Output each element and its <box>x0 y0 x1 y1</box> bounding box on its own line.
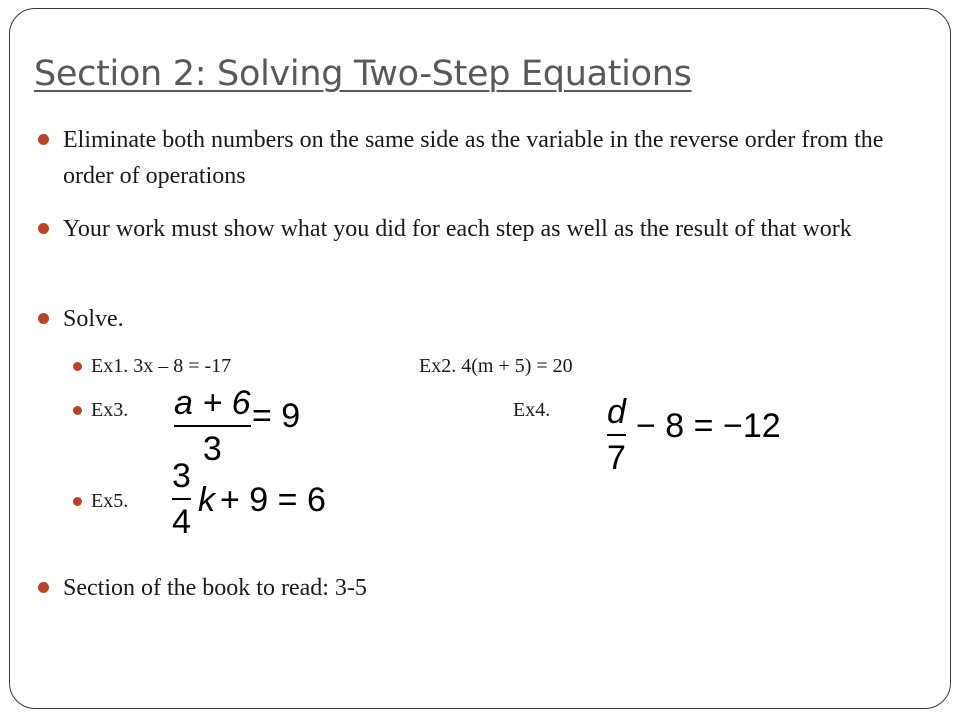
bullet-dot <box>38 313 49 324</box>
example-5-fraction <box>172 457 191 541</box>
slide-title: Section 2: Solving Two-Step Equations <box>34 54 692 94</box>
example-3-label: Ex3. <box>91 399 129 421</box>
fraction-bar <box>607 434 626 436</box>
example-4-numerator: d <box>607 393 626 431</box>
example-4-denominator: 7 <box>607 439 626 477</box>
example-4-equals: − 8 = −12 <box>636 407 781 445</box>
example-5-equals: + 9 = 6 <box>220 481 326 519</box>
fraction-bar <box>174 425 251 427</box>
example-4-label: Ex4. <box>513 399 551 421</box>
example-3-denominator: 3 <box>202 430 222 468</box>
sub-bullet-dot <box>73 497 82 506</box>
sub-bullet-dot <box>73 362 82 371</box>
sub-bullet-dot <box>73 406 82 415</box>
bullet-dot <box>38 223 49 234</box>
fraction-bar <box>172 498 191 500</box>
example-1: Ex1. 3x – 8 = -17 <box>91 355 232 377</box>
bullet-dot <box>38 134 49 145</box>
example-5-variable: k <box>198 481 215 519</box>
example-4-fraction <box>607 393 626 477</box>
example-3-equals: = 9 <box>252 397 301 435</box>
example-5-numerator: 3 <box>172 457 191 495</box>
bullet-reading: Section of the book to read: 3-5 <box>63 575 367 601</box>
example-2: Ex2. 4(m + 5) = 20 <box>419 355 573 377</box>
bullet-eliminate: Eliminate both numbers on the same side as the variable in the reverse order from the order of operations <box>63 127 884 189</box>
bullet-dot <box>38 582 49 593</box>
bullet-solve: Solve. <box>63 306 124 332</box>
example-3-fraction <box>174 384 251 468</box>
example-3-numerator: a + 6 <box>174 384 251 422</box>
example-5-denominator: 4 <box>172 503 191 541</box>
bullet-show-work: Your work must show what you did for each step as well as the result of that work <box>63 216 852 242</box>
example-5-label: Ex5. <box>91 490 129 512</box>
